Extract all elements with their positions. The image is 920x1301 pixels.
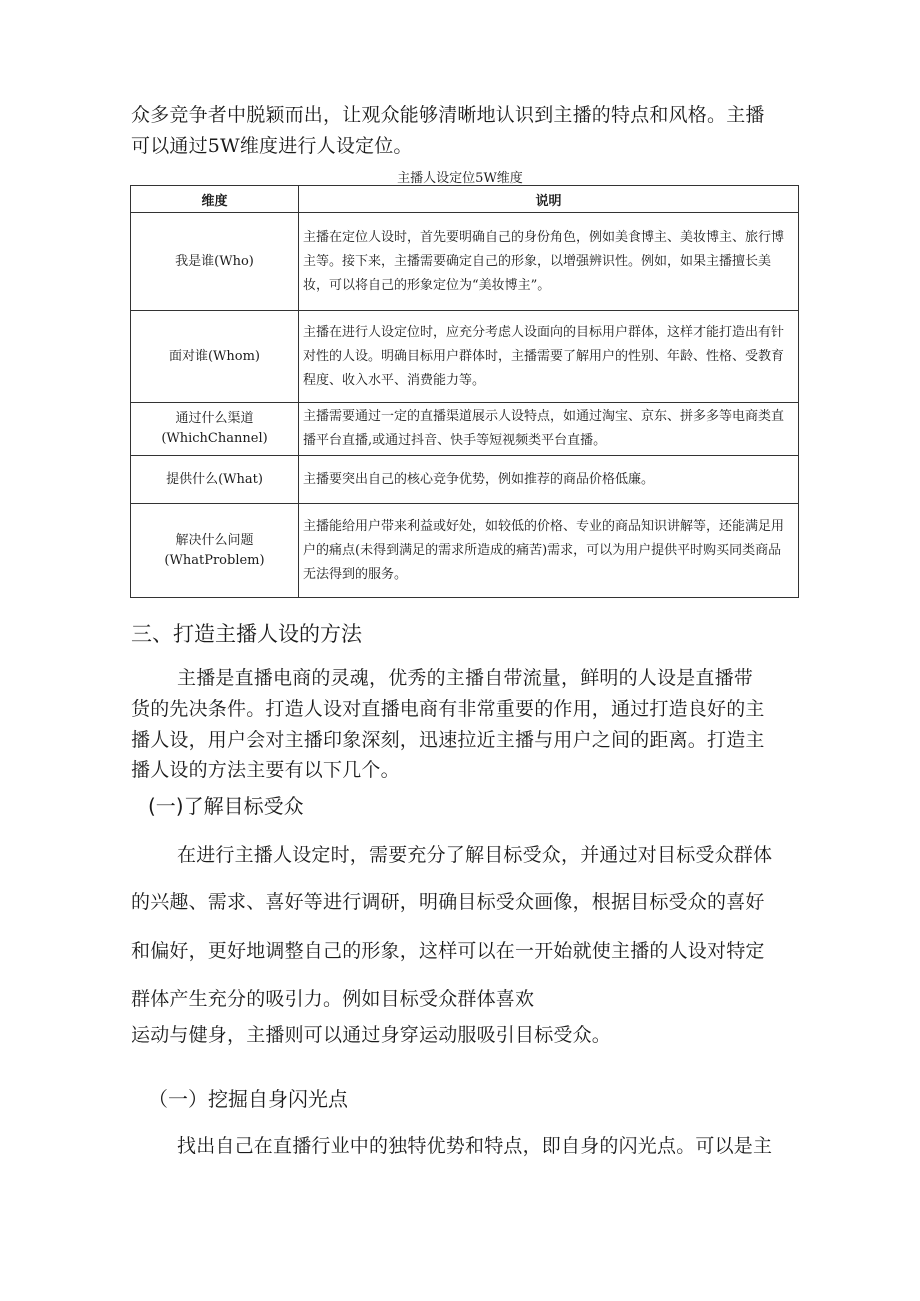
row-dimension <box>131 456 299 504</box>
header-dimension: 维度 <box>131 186 299 213</box>
row-dimension <box>131 403 299 456</box>
subsection-title: (一)了解目标受众 <box>148 794 304 818</box>
row-description <box>299 403 799 456</box>
description-text: 主播在进行人设定位时，应充分考虑人设面向的目标用户群体，这样才能打造出有针对性的人设。明确目标用户群体时，主播需要了解用户的性别、年龄、性格、受教育程度、收入水平、消费能力等。 <box>303 324 785 388</box>
dimension-label-en: (WhatProblem) <box>164 552 265 568</box>
row-description <box>299 456 799 504</box>
row-dimension <box>131 311 299 403</box>
dimension-label: 解决什么问题 <box>175 532 254 548</box>
table-row <box>131 213 799 311</box>
description-text: 主播需要通过一定的直播渠道展示人设特点，如通过淘宝、京东、拼多多等电商类直播平台直播,或通过抖音、快手等短视频类平台直播。 <box>303 409 785 448</box>
paragraph-line: 运动与健身，主播则可以通过身穿运动服吸引目标受众。 <box>131 1024 612 1046</box>
dimension-label: 提供什么(What) <box>166 471 263 487</box>
five-w-table <box>130 185 799 598</box>
table-row <box>131 403 799 456</box>
paragraph-line: 货的先决条件。打造人设对直播电商有非常重要的作用，通过打造良好的主 <box>131 698 765 720</box>
table-row <box>131 456 799 504</box>
intro-line-2: 可以通过5W维度进行人设定位。 <box>131 135 413 157</box>
paragraph-line: 主播是直播电商的灵魂，优秀的主播自带流量，鲜明的人设是直播带 <box>177 667 754 689</box>
row-description <box>299 504 799 598</box>
paragraph-line: 播人设，用户会对主播印象深刻，迅速拉近主播与用户之间的距离。打造主 <box>131 729 765 751</box>
paragraph-line: 在进行主播人设定时，需要充分了解目标受众，并通过对目标受众群体 <box>177 844 773 866</box>
dimension-label: 面对谁(Whom) <box>168 348 261 364</box>
description-text: 主播要突出自己的核心竞争优势，例如推荐的商品价格低廉。 <box>303 471 655 487</box>
row-description <box>299 311 799 403</box>
description-text: 主播能给用户带来利益或好处，如较低的价格、专业的商品知识讲解等，还能满足用户的痛点(未得到满足的需求所造成的痛苦)需求，可以为用户提供平时购买同类商品无法得到的服务。 <box>303 518 785 582</box>
paragraph-line: 的兴趣、需求、喜好等进行调研，明确目标受众画像，根据目标受众的喜好 <box>131 891 765 913</box>
header-description: 说明 <box>299 186 799 213</box>
table-caption: 主播人设定位5W维度 <box>397 171 523 186</box>
paragraph-line: 找出自己在直播行业中的独特优势和特点，即自身的闪光点。可以是主 <box>177 1135 773 1157</box>
subsection-title: （一）挖掘自身闪光点 <box>148 1087 348 1111</box>
description-text: 主播在定位人设时，首先要明确自己的身份角色，例如美食博主、美妆博主、旅行博主等。接下来，主播需要确定自己的形象，以增强辨识性。例如，如果主播擅长美妆，可以将自己的形象定位为“美妆博主”。 <box>303 229 785 293</box>
row-dimension <box>131 504 299 598</box>
dimension-label-en: (WhichChannel) <box>161 431 268 446</box>
row-dimension <box>131 213 299 311</box>
dimension-label: 我是谁(Who) <box>175 253 254 269</box>
table-row <box>131 311 799 403</box>
table-header-row <box>131 186 799 213</box>
paragraph-line: 播人设的方法主要有以下几个。 <box>131 759 400 781</box>
table-row <box>131 504 799 598</box>
intro-line-1: 众多竞争者中脱颖而出，让观众能够清晰地认识到主播的特点和风格。主播 <box>131 104 765 126</box>
dimension-label: 通过什么渠道 <box>175 411 254 426</box>
paragraph-line: 和偏好，更好地调整自己的形象，这样可以在一开始就使主播的人设对特定 <box>131 940 765 962</box>
paragraph-line: 群体产生充分的吸引力。例如目标受众群体喜欢 <box>131 988 535 1010</box>
row-description <box>299 213 799 311</box>
section-title: 三、打造主播人设的方法 <box>131 622 362 646</box>
